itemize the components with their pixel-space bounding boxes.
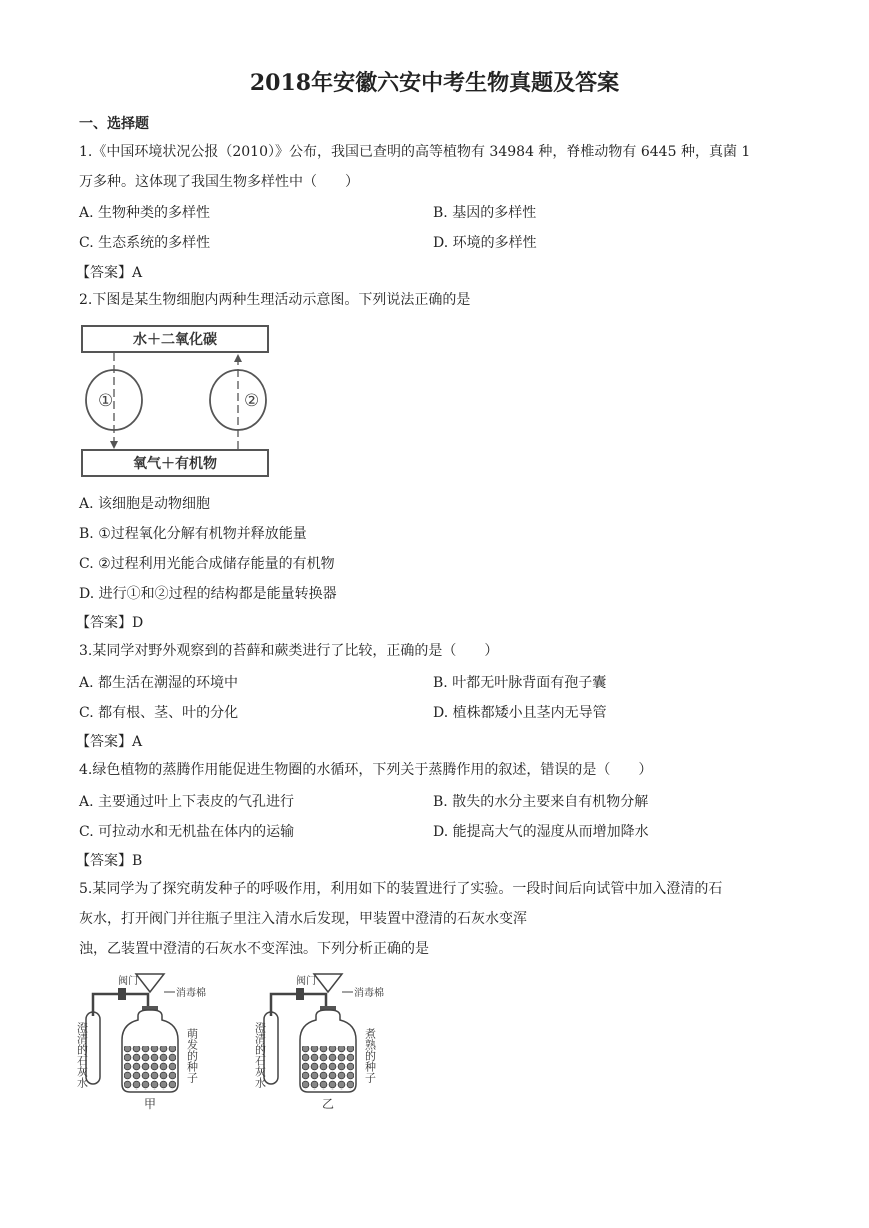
q2-option-d: D. 进行①和②过程的结构都是能量转换器 xyxy=(79,586,337,602)
valve xyxy=(296,988,304,1000)
q4-stem: 4.绿色植物的蒸腾作用能促进生物圈的水循环，下列关于蒸腾作用的叙述，错误的是（ ） xyxy=(79,762,653,778)
q5-stem-line3: 浊，乙装置中澄清的石灰水不变浑浊。下列分析正确的是 xyxy=(79,941,429,957)
yi-label: 乙 xyxy=(321,1097,335,1111)
section-heading: 一、选择题 xyxy=(79,116,149,132)
q4-answer: 【答案】B xyxy=(76,853,143,869)
valve-label: 阀门 xyxy=(118,976,138,987)
valve xyxy=(118,988,126,1000)
bottom-box-label: 氧气＋有机物 xyxy=(133,456,217,472)
arrow-down-head xyxy=(110,441,118,449)
q1-stem-line2: 万多种。这体现了我国生物多样性中（ ） xyxy=(79,174,359,190)
label-1: ① xyxy=(98,391,114,411)
q3-option-d: D. 植株都矮小且茎内无导管 xyxy=(433,705,607,721)
page-title: 2018年安徽六安中考生物真题及答案 xyxy=(249,70,620,96)
q1-answer: 【答案】A xyxy=(76,265,143,281)
q2-option-c: C. ②过程利用光能合成储存能量的有机物 xyxy=(79,556,335,572)
q1-stem-line1: 1.《中国环境状况公报（2010）》公布，我国已查明的高等植物有 34984 种，脊椎动物有 6445 种，真菌 1 xyxy=(79,144,751,160)
apparatus-jia xyxy=(76,974,207,1111)
top-box-label: 水＋二氧化碳 xyxy=(133,332,217,348)
seeds xyxy=(302,1046,354,1090)
limewater-label: 澄清的石灰水 xyxy=(253,1022,267,1088)
q1-option-b: B. 基因的多样性 xyxy=(433,205,537,221)
q3-option-c: C. 都有根、茎、叶的分化 xyxy=(79,705,239,721)
q1-option-a: A. 生物种类的多样性 xyxy=(79,205,211,221)
q4-option-b: B. 散失的水分主要来自有机物分解 xyxy=(433,794,649,810)
q3-answer: 【答案】A xyxy=(76,734,143,750)
q2-answer: 【答案】D xyxy=(76,615,144,631)
label-2: ② xyxy=(244,391,260,411)
cotton-label: 消毒棉 xyxy=(176,988,206,999)
seeds xyxy=(124,1046,176,1090)
q2-option-b: B. ①过程氧化分解有机物并释放能量 xyxy=(79,526,307,542)
funnel xyxy=(314,974,342,992)
funnel xyxy=(136,974,164,992)
q5-stem-line1: 5.某同学为了探究萌发种子的呼吸作用，利用如下的装置进行了实验。一段时间后向试管中加入澄清的石 xyxy=(79,881,723,897)
q1-option-c: C. 生态系统的多样性 xyxy=(79,235,211,251)
cell-process-diagram xyxy=(80,322,274,478)
respiration-apparatus-diagram xyxy=(75,972,408,1122)
q4-option-c: C. 可拉动水和无机盐在体内的运输 xyxy=(79,824,295,840)
q3-option-a: A. 都生活在潮湿的环境中 xyxy=(79,675,239,691)
q3-stem: 3.某同学对野外观察到的苔藓和蕨类进行了比较，正确的是（ ） xyxy=(79,643,499,659)
jia-label: 甲 xyxy=(143,1097,157,1111)
q2-option-a: A. 该细胞是动物细胞 xyxy=(79,496,211,512)
seed-label: 萌发的种子 xyxy=(185,1028,199,1083)
arrow-up-head xyxy=(234,354,242,362)
apparatus-yi xyxy=(254,974,385,1111)
limewater-label: 澄清的石灰水 xyxy=(75,1022,89,1088)
seed-label: 煮熟的种子 xyxy=(363,1028,377,1083)
valve-label: 阀门 xyxy=(296,976,316,987)
q4-option-a: A. 主要通过叶上下表皮的气孔进行 xyxy=(79,794,295,810)
q4-option-d: D. 能提高大气的湿度从而增加降水 xyxy=(433,824,649,840)
q5-stem-line2: 灰水，打开阀门并往瓶子里注入清水后发现，甲装置中澄清的石灰水变浑 xyxy=(79,911,527,927)
cotton-label: 消毒棉 xyxy=(354,988,384,999)
q1-option-d: D. 环境的多样性 xyxy=(433,235,537,251)
q2-stem: 2.下图是某生物细胞内两种生理活动示意图。下列说法正确的是 xyxy=(79,292,471,308)
q3-option-b: B. 叶都无叶脉背面有孢子囊 xyxy=(433,675,607,691)
